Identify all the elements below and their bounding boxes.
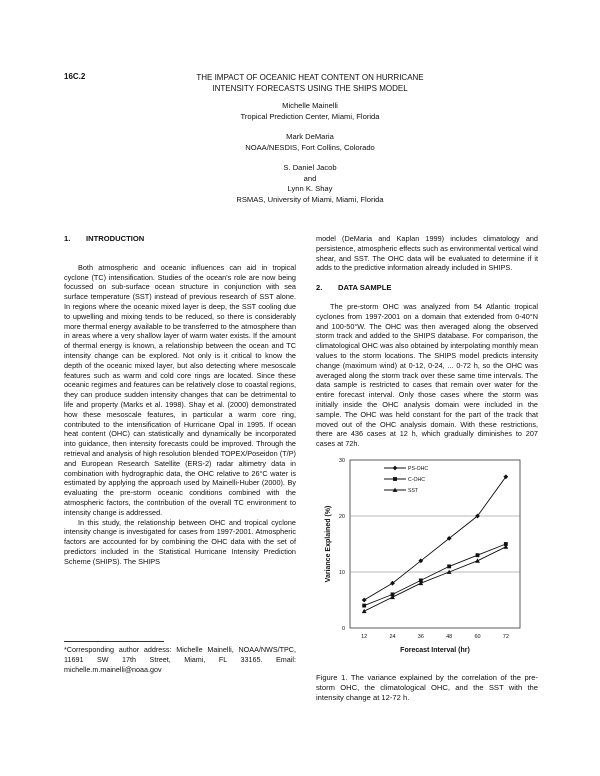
- section-number: 2.: [316, 283, 323, 293]
- y-axis-label: Variance Explained (%): [325, 505, 332, 583]
- legend-marker-c-ohc: [393, 477, 397, 481]
- series-line-ps-ohc: [364, 477, 506, 600]
- legend-marker-ps-ohc: [393, 466, 398, 471]
- left-column: [64, 234, 296, 567]
- x-tick-label: 12: [361, 634, 368, 640]
- author-name: Lynn K. Shay: [287, 184, 333, 193]
- data-point-c-ohc: [362, 604, 366, 608]
- title-line-2: INTENSITY FORECASTS USING THE SHIPS MODEL: [212, 84, 408, 93]
- paper-id: 16C.2: [64, 72, 86, 81]
- title-line-1: THE IMPACT OF OCEANIC HEAT CONTENT ON HURRICANE: [196, 73, 424, 82]
- section-heading-introduction: [64, 234, 296, 244]
- data-point-c-ohc: [476, 553, 480, 557]
- x-tick-label: 24: [389, 634, 396, 640]
- footnote: *Corresponding author address: Michelle Mainelli, NOAA/NWS/TPC, 11691 SW 17th Street, Miami, FL 33165. Email: michelle.m.mainelli@noaa.gov: [64, 645, 296, 674]
- author-name: Michelle Mainelli: [282, 101, 338, 110]
- intro-paragraph-2: In this study, the relationship between OHC and tropical cyclone intensity change is investigated for cases from 1997-2001. Atmospheric factors are accounted for by combining the OHC data with the set of predictors included in the Statistical Hurricane Intensity Prediction Scheme (SHIPS). The SHIPS: [64, 517, 296, 566]
- author-affiliation: RSMAS, University of Miami, Miami, Florida: [236, 194, 384, 204]
- section-heading-data-sample: [316, 283, 538, 293]
- legend-label-c-ohc: C-OHC: [408, 477, 426, 483]
- x-tick-label: 60: [474, 634, 481, 640]
- right-column: [316, 234, 538, 449]
- author-name: Mark DeMaria: [286, 132, 334, 141]
- figure-caption: Figure 1. The variance explained by the correlation of the pre-storm OHC, the climatological OHC, and the SST with the intensity change at 12-72 h.: [316, 673, 538, 702]
- series-line-sst: [364, 547, 506, 611]
- legend-label-sst: SST: [408, 488, 419, 494]
- author-block: [120, 101, 500, 205]
- x-axis-label: Forecast Interval (hr): [400, 647, 470, 654]
- intro-paragraph-1: Both atmospheric and oceanic influences can aid in tropical cyclone (TC) intensification. Studies of the ocean's role are now being focussed on sub-surface ocean structure in conjunction with sea surface temperature (SST) instead of previous research of SST alone. In regions where the oceanic mixed layer is deep, the SST cooling due to upwelling and mixing tends to be reduced, so there is considerably more thermal energy available to be transferred to the atmosphere than in areas where a very shallow layer of warm water exists. If the amount of thermal energy is known, a relationship between the ocean and TC intensity change can be explored. Not only is it critical to know the depth of the oceanic mixed layer, but also detecting where mesoscale features such as warm and cold core rings are located. Since these oceanic regimes and features can be relatively close to coastal regions, they can produce sudden intensity changes that can be detrimental to life and property (Marks et al. 1998). Shay et al. (2000) demonstrated how these mesoscale features, in particular a warm core ring, contributed to the intensification of Hurricane Opal in 1995. If ocean heat content (OHC) can statistically and dynamically be incorporated into guidance, then intensity forecasts could be improved. Through the retrieval and analysis of high resolution blended TOPEX/Poseidon (T/P) and European Research Satellite (ERS-2) radar altimetry data in combination with hydrographic data, the OHC relative to 26°C water is estimated by applying the approach used by Mainelli-Huber (2000). By evaluating the pre-storm oceanic conditions combined with the atmospheric factors, the contribution of the overall TC environment to intensity change is addressed.: [64, 262, 296, 517]
- figure-1-chart: [316, 452, 538, 668]
- series-line-c-ohc: [364, 544, 506, 606]
- data-point-c-ohc: [447, 564, 451, 568]
- right-paragraph-continued: model (DeMaria and Kaplan 1999) includes climatology and persistence, atmospheric effects such as environmental vertical wind shear, and SST. The OHC data will be evaluated to determine if it adds to the predictive information already included in SHIPS.: [316, 234, 538, 273]
- paper-title: [150, 72, 470, 94]
- footnote-divider: [64, 641, 164, 642]
- author-name: S. Daniel Jacob: [283, 163, 337, 172]
- data-point-sst: [362, 609, 367, 613]
- author-affiliation: NOAA/NESDIS, Fort Collins, Colorado: [245, 142, 375, 152]
- section-title: INTRODUCTION: [86, 234, 145, 243]
- y-tick-label: 30: [338, 458, 345, 464]
- data-point-ps-ohc: [362, 598, 367, 603]
- x-tick-label: 48: [446, 634, 453, 640]
- data-paragraph-1: The pre-storm OHC was analyzed from 54 Atlantic tropical cyclones from 1997-2001 on a domain that extended from 0-40°N and 100-50°W. The OHC was then averaged along the observed storm track and added to the SHIPS database. For comparison, the climatological OHC was also obtained by interpolating monthly mean values to the storm locations. The SHIPS model predicts intensity change (maximum wind) at 0-12, 0-24, ... 0-72 h, so the OHC was averaged along the storm track over these same time intervals. The data sample is restricted to cases that remain over water for the entire forecast interval. Only those cases where the storm was initially inside the OHC analysis domain were included in the sample. The OHC was held constant for the part of the track that moved out of the OHC analysis domain. With these restrictions, there are 436 cases at 12 h, which gradually diminishes to 207 cases at 72h.: [316, 301, 538, 449]
- y-tick-label: 20: [338, 514, 345, 520]
- legend-label-ps-ohc: PS-OHC: [408, 466, 429, 472]
- section-title: DATA SAMPLE: [338, 283, 392, 293]
- author-affiliation: Tropical Prediction Center, Miami, Florida: [240, 111, 380, 121]
- x-tick-label: 36: [417, 634, 424, 640]
- section-number: 1.: [64, 234, 71, 243]
- x-tick-label: 72: [502, 634, 509, 640]
- y-tick-label: 10: [338, 570, 345, 576]
- data-point-sst: [475, 558, 480, 562]
- author-conjunction: and: [303, 173, 317, 183]
- y-tick-label: 0: [341, 626, 345, 632]
- plot-frame: [350, 460, 520, 628]
